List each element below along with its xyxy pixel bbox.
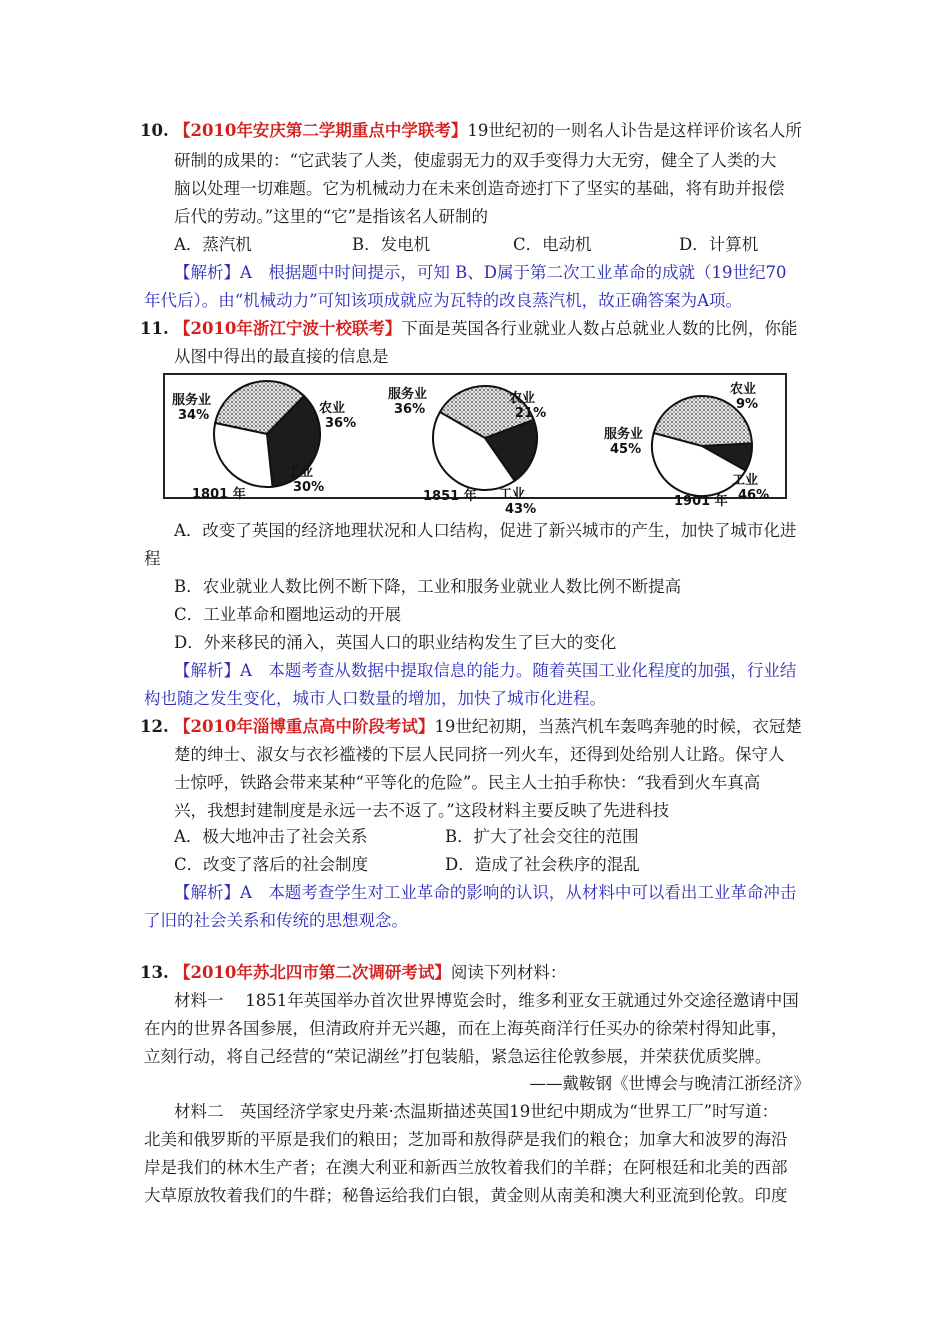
pie-label-1-3: 工业: [287, 465, 314, 480]
q12-analysis-2: 了旧的社会关系和传统的思想观念。: [144, 911, 408, 930]
q13-number: 13.: [140, 963, 169, 982]
q10-text-4: 后代的劳动。”这里的“它”是指该名人研制的: [174, 207, 489, 226]
q12-analysis-1: [174, 882, 796, 904]
pie-value-1-1: 34%: [178, 408, 210, 423]
q10-option-b: B．发电机: [352, 235, 431, 254]
pie-year-1: 1801 年: [192, 487, 246, 502]
q11-option-d: D．外来移民的涌入，英国人口的职业结构发生了巨大的变化: [174, 633, 617, 652]
q10-line-1: [140, 120, 802, 142]
q13-source: 【2010年苏北四市第二次调研考试】: [173, 963, 451, 982]
q12-text-1: 19世纪初期，当蒸汽机车轰鸣奔驰的时候，衣冠楚: [434, 717, 802, 736]
q11-line-1: [140, 318, 797, 340]
q10-text-3: 脑以处理一切难题。它为机械动力在未来创造奇迹打下了坚实的基础，将有助并报偿: [174, 179, 785, 198]
q12-option-c: C．改变了落后的社会制度: [174, 855, 369, 874]
q13-material2-1: 材料二 英国经济学家史丹莱·杰温斯描述英国19世纪中期成为“世界工厂”时写道：: [174, 1102, 779, 1121]
q10-text-1: 19世纪初的一则名人讣告是这样评价该名人所: [467, 121, 802, 140]
q12-line-1: [140, 716, 802, 738]
employment-pie-charts: [163, 373, 787, 513]
q13-material1-2: 在内的世界各国参展，但清政府并无兴趣，而在上海英商洋行任买办的徐荣村得知此事，: [144, 1019, 788, 1038]
q11-text-2: 从图中得出的最直接的信息是: [174, 347, 389, 366]
pie-year-2: 1851 年: [423, 489, 477, 504]
pie-label-2-1: 服务业: [388, 387, 428, 402]
q11-analysis-tag: 【解析】: [174, 661, 240, 680]
q11-option-b: B．农业就业人数比例不断下降，工业和服务业就业人数比例不断提高: [174, 577, 682, 596]
q11-option-a-cont: 程: [144, 549, 161, 568]
pie-label-1-2: 农业: [319, 401, 346, 416]
q13-material2-4: 大草原放牧着我们的牛群；秘鲁运给我们白银，黄金则从南美和澳大利亚流到伦敦。印度: [144, 1186, 788, 1205]
q11-text-1: 下面是英国各行业就业人数占总就业人数的比例，你能: [401, 319, 798, 338]
pie-value-3-1: 45%: [610, 442, 642, 457]
q13-material2-3: 岸是我们的林木生产者；在澳大利亚和新西兰放牧着我们的羊群；在阿根廷和北美的西部: [144, 1158, 788, 1177]
q12-text-4: 兴，我想封建制度是永远一去不返了。”这段材料主要反映了先进科技: [174, 801, 670, 820]
q12-option-d: D．造成了社会秩序的混乱: [445, 855, 640, 874]
q10-number: 10.: [140, 121, 169, 140]
q12-text-2: 楚的绅士、淑女与衣衫褴褛的下层人民同挤一列火车，还得到处给别人让路。保守人: [174, 745, 785, 764]
q11-analysis-1: [174, 660, 796, 682]
pie-label-3-2: 农业: [730, 382, 757, 397]
q12-option-b: B．扩大了社会交往的范围: [445, 827, 639, 846]
q10-analysis-tag: 【解析】: [174, 263, 240, 282]
q10-option-c: C．电动机: [513, 235, 592, 254]
q12-text-3: 士惊呼，铁路会带来某种“平等化的危险”。民主人士拍手称快：“我看到火车真高: [174, 773, 761, 792]
pie-value-3-2: 9%: [736, 397, 759, 412]
pie-label-1-1: 服务业: [172, 393, 212, 408]
pie-year-3: 1901 年: [674, 494, 728, 509]
q13-intro: 阅读下列材料：: [450, 963, 567, 982]
q10-source: 【2010年安庆第二学期重点中学联考】: [173, 121, 468, 140]
q13-material1-3: 立刻行动，将自己经营的“荣记湖丝”打包装船，紧急运往伦敦参展，并荣获优质奖牌。: [144, 1047, 772, 1066]
q12-analysis-tag: 【解析】: [174, 883, 240, 902]
q13-line-1: [140, 962, 566, 984]
q12-option-a: A．极大地冲击了社会关系: [174, 827, 368, 846]
pie-value-2-3: 43%: [505, 502, 537, 513]
q12-analysis-text-1: A 本题考查学生对工业革命的影响的认识，从材料中可以看出工业革命冲击: [240, 883, 797, 902]
q10-option-d: D．计算机: [679, 235, 759, 254]
pie-value-3-3: 46%: [738, 488, 770, 503]
pie-value-2-1: 36%: [394, 402, 426, 417]
q13-material2-2: 北美和俄罗斯的平原是我们的粮田；芝加哥和敖得萨是我们的粮仓；加拿大和波罗的海沿: [144, 1130, 788, 1149]
pie-value-1-3: 30%: [293, 480, 325, 495]
q11-option-a: A．改变了英国的经济地理状况和人口结构，促进了新兴城市的产生，加快了城市化进: [174, 521, 797, 540]
q10-analysis-2: 年代后）。由“机械动力”可知该项成就应为瓦特的改良蒸汽机，故正确答案为A项。: [144, 291, 743, 310]
q13-material1-citation: ——戴鞍钢《世博会与晚清江浙经济》: [529, 1074, 810, 1093]
q11-source: 【2010年浙江宁波十校联考】: [173, 319, 402, 338]
pie-label-2-3: 工业: [499, 487, 526, 502]
q11-analysis-2: 构也随之发生变化，城市人口数量的增加，加快了城市化进程。: [144, 689, 606, 708]
pie-label-3-3: 工业: [732, 473, 759, 488]
q12-number: 12.: [140, 717, 169, 736]
q11-analysis-text-1: A 本题考查从数据中提取信息的能力。随着英国工业化程度的加强，行业结: [240, 661, 797, 680]
pie-value-2-2: 21%: [515, 406, 547, 421]
q10-analysis-text-1: A 根据题中时间提示，可知 B、D属于第二次工业革命的成就（19世纪70: [240, 263, 787, 282]
q11-option-c: C．工业革命和圈地运动的开展: [174, 605, 402, 624]
pie-label-3-1: 服务业: [604, 427, 644, 442]
q13-material1-1: 材料一 1851年英国举办首次世界博览会时，维多利亚女王就通过外交途径邀请中国: [174, 991, 799, 1010]
pie-value-1-2: 36%: [325, 416, 357, 431]
q11-number: 11.: [140, 319, 169, 338]
pie-label-2-2: 农业: [509, 391, 536, 406]
q10-text-2: 研制的成果的：“它武装了人类，使虚弱无力的双手变得力大无穷，健全了人类的大: [174, 151, 777, 170]
q12-source: 【2010年淄博重点高中阶段考试】: [173, 717, 435, 736]
q10-analysis-1: [174, 262, 787, 284]
q10-option-a: A．蒸汽机: [174, 235, 252, 254]
